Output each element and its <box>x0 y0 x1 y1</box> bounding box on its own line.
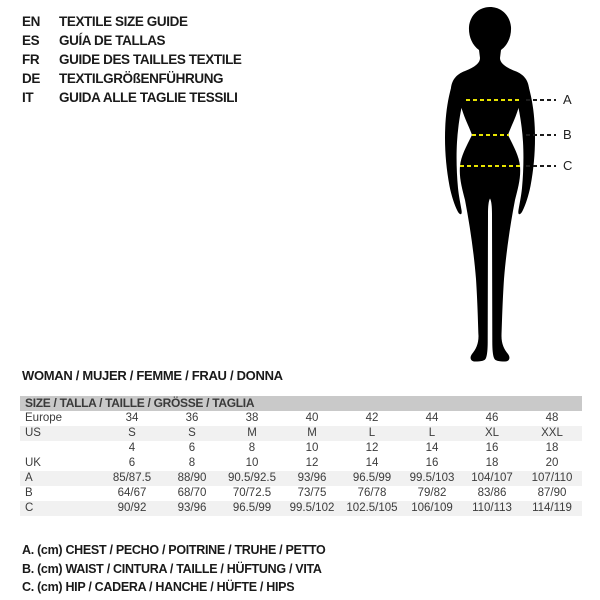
row-label: US <box>25 427 41 439</box>
table-row <box>20 501 582 516</box>
table-cell: XL <box>484 427 500 439</box>
table-cell: 12 <box>305 457 319 469</box>
table-cell: 87/90 <box>537 487 567 499</box>
table-cell: 48 <box>545 412 559 424</box>
row-label <box>20 441 102 456</box>
table-cell: 83/86 <box>477 487 507 499</box>
table-cell: 8 <box>248 442 256 454</box>
table-cell: L <box>428 427 436 439</box>
table-row <box>20 471 582 486</box>
size-table <box>20 396 582 516</box>
table-cell: 10 <box>305 442 319 454</box>
table-cell: 12 <box>365 442 379 454</box>
measure-line-yellow <box>472 134 509 136</box>
size-table-body <box>20 411 582 516</box>
table-cell: 4 <box>128 442 136 454</box>
language-title-row <box>22 88 242 107</box>
measure-leader-line <box>526 99 556 101</box>
row-label: B <box>25 487 33 499</box>
table-cell: 99.5/102 <box>289 502 335 514</box>
table-row <box>20 411 582 426</box>
table-cell: 14 <box>365 457 379 469</box>
table-row <box>20 486 582 501</box>
row-label: UK <box>25 457 41 469</box>
measure-line-yellow <box>460 165 522 167</box>
table-cell: 76/78 <box>357 487 387 499</box>
table-cell: 90.5/92.5 <box>228 472 276 484</box>
table-cell: 20 <box>545 457 559 469</box>
table-cell: 85/87.5 <box>112 472 152 484</box>
table-cell: 73/75 <box>297 487 327 499</box>
table-cell: S <box>188 427 196 439</box>
section-title: WOMAN / MUJER / FEMME / FRAU / DONNA <box>22 368 283 383</box>
table-cell: 6 <box>188 442 196 454</box>
table-cell: 96.5/99 <box>232 502 272 514</box>
table-cell: 44 <box>425 412 439 424</box>
table-cell: 16 <box>425 457 439 469</box>
language-code: EN <box>22 14 40 29</box>
table-cell: 6 <box>128 457 136 469</box>
table-cell: 99.5/103 <box>409 472 455 484</box>
table-cell: 34 <box>125 412 139 424</box>
table-cell: 46 <box>485 412 499 424</box>
measure-leader-line <box>526 134 556 136</box>
table-row <box>20 456 582 471</box>
table-cell: 68/70 <box>177 487 207 499</box>
table-row <box>20 426 582 441</box>
guide-title-text: GUIDE DES TAILLES TEXTILE <box>59 52 242 67</box>
measure-label: C <box>563 158 573 173</box>
language-code: IT <box>22 90 34 105</box>
language-code: FR <box>22 52 40 67</box>
table-cell: 38 <box>245 412 259 424</box>
legend-line: A. (cm) CHEST / PECHO / POITRINE / TRUHE / PETTO <box>22 543 326 557</box>
table-cell: 88/90 <box>177 472 207 484</box>
legend-line: B. (cm) WAIST / CINTURA / TAILLE / HÜFTUNG / VITA <box>22 561 322 576</box>
table-cell: L <box>368 427 376 439</box>
table-cell: 8 <box>188 457 196 469</box>
row-label: A <box>25 472 33 484</box>
row-label: Europe <box>25 412 63 424</box>
table-cell: 107/110 <box>531 472 573 484</box>
table-cell: 40 <box>305 412 319 424</box>
guide-title-text: TEXTILGRÖßENFÜHRUNG <box>59 71 224 86</box>
table-cell: 10 <box>245 457 259 469</box>
language-title-row <box>22 31 242 50</box>
table-cell: 93/96 <box>177 502 207 514</box>
table-cell: 70/72.5 <box>232 487 272 499</box>
woman-silhouette-icon <box>408 4 572 366</box>
table-cell: 104/107 <box>471 472 513 484</box>
language-title-row <box>22 69 242 88</box>
guide-title-text: TEXTILE SIZE GUIDE <box>59 14 188 29</box>
row-label: C <box>25 502 34 514</box>
woman-silhouette-figure <box>408 4 572 366</box>
size-table-header: SIZE / TALLA / TAILLE / GRÖSSE / TAGLIA <box>20 396 582 411</box>
table-cell: XXL <box>541 427 563 439</box>
table-cell: S <box>128 427 136 439</box>
table-cell: 18 <box>485 457 499 469</box>
guide-title-text: GUIDA ALLE TAGLIE TESSILI <box>59 90 238 105</box>
table-cell: 102.5/105 <box>346 502 398 514</box>
table-cell: 42 <box>365 412 379 424</box>
legend-line: C. (cm) HIP / CADERA / HANCHE / HÜFTE / HIPS <box>22 580 295 594</box>
table-cell: 18 <box>545 442 559 454</box>
table-cell: 79/82 <box>417 487 447 499</box>
measure-line-yellow <box>466 99 522 101</box>
measure-label: B <box>563 127 572 142</box>
guide-title-text: GUÍA DE TALLAS <box>59 33 166 48</box>
table-cell: 14 <box>425 442 439 454</box>
language-title-row <box>22 50 242 69</box>
language-code: ES <box>22 33 40 48</box>
table-cell: 16 <box>485 442 499 454</box>
table-cell: 106/109 <box>411 502 453 514</box>
table-cell: 96.5/99 <box>352 472 392 484</box>
measure-label: A <box>563 92 572 107</box>
table-cell: M <box>307 427 317 439</box>
language-code: DE <box>22 71 40 86</box>
language-title-list <box>22 12 242 107</box>
table-cell: 36 <box>185 412 199 424</box>
table-cell: M <box>247 427 257 439</box>
table-cell: 114/119 <box>532 502 572 514</box>
table-cell: 90/92 <box>117 502 147 514</box>
table-row <box>20 441 582 456</box>
language-title-row <box>22 12 242 31</box>
table-cell: 64/67 <box>117 487 147 499</box>
measurement-legend <box>22 541 325 597</box>
measure-leader-line <box>526 165 556 167</box>
table-cell: 93/96 <box>297 472 327 484</box>
table-cell: 110/113 <box>472 502 512 514</box>
